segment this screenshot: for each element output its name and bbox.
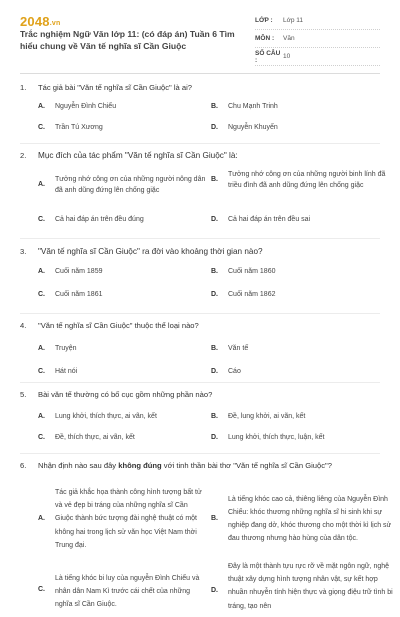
option-letter: B. <box>211 268 218 275</box>
question-text-part: Nhận định nào sau đây <box>38 461 119 470</box>
option-a[interactable] <box>38 102 116 113</box>
option-letter: A. <box>38 514 45 522</box>
option-text: Chu Mạnh Trinh <box>228 103 278 110</box>
option-text: Cuối năm 1861 <box>55 291 103 298</box>
option-letter: C. <box>38 368 45 375</box>
option-text: Đây là một thành tựu rực rỡ về mặt ngôn ngữ, nghệ thuật xây dựng hình tượng nhân vật, sự kết hợp nhuần nhuyễn tính hiện thực và giọng điệu trữ tình bi tráng, tạo nên <box>228 563 393 610</box>
question-number: 4. <box>20 321 27 330</box>
option-text: Cáo <box>228 368 241 375</box>
option-text: Truyện <box>55 345 77 352</box>
meta-row-subject <box>255 30 380 48</box>
option-a[interactable] <box>38 175 208 196</box>
option-b[interactable] <box>211 102 278 113</box>
question-divider <box>20 313 380 314</box>
option-text: Nguyễn Đình Chiểu <box>55 103 117 110</box>
option-c[interactable] <box>38 290 102 301</box>
question-divider <box>20 453 380 454</box>
option-a[interactable] <box>38 412 157 423</box>
question-text: Bài văn tế thường có bố cục gồm những phần nào? <box>38 390 213 399</box>
header-divider <box>20 73 380 74</box>
option-d[interactable] <box>211 367 241 378</box>
option-b[interactable] <box>211 170 398 191</box>
option-d[interactable] <box>211 290 275 301</box>
option-a[interactable] <box>38 344 77 355</box>
meta-row-count <box>255 48 380 66</box>
option-text: Đề, thích thực, ai vãn, kết <box>55 434 135 441</box>
option-d[interactable] <box>211 123 278 134</box>
option-text: Tưởng nhớ công ơn của những người binh lính đã triều đình đã anh dũng đứng lên chống giặc <box>228 171 386 189</box>
option-letter: C. <box>38 434 45 441</box>
option-letter: B. <box>211 103 218 110</box>
option-text: Trần Tú Xương <box>55 124 103 131</box>
option-letter: D. <box>211 587 218 594</box>
question-number: 3. <box>20 247 27 256</box>
option-c[interactable] <box>38 572 206 612</box>
option-text: Cuối năm 1859 <box>55 268 103 275</box>
question-number: 2. <box>20 151 27 160</box>
page-title: Trắc nghiệm Ngữ Văn lớp 11: (có đáp án) Tuần 6 Tìm hiểu chung về Văn tế nghĩa sĩ Cần Giuộc <box>20 29 235 51</box>
question-text: Tác giả bài "Văn tế nghĩa sĩ Cần Giuộc" là ai? <box>38 83 192 92</box>
option-b[interactable] <box>211 412 305 423</box>
page-header <box>0 0 400 74</box>
option-letter: B. <box>211 345 218 352</box>
question-number: 1. <box>20 83 27 92</box>
meta-row-class <box>255 12 380 30</box>
meta-value: 10 <box>283 53 291 60</box>
option-a[interactable] <box>38 267 102 278</box>
question-text: "Văn tế nghĩa sĩ Cần Giuộc" thuộc thể loại nào? <box>38 321 199 330</box>
option-a[interactable] <box>38 480 206 558</box>
question-4 <box>20 320 380 381</box>
option-letter: C. <box>38 216 45 223</box>
option-letter: C. <box>38 291 45 298</box>
option-letter: A. <box>38 181 45 189</box>
option-letter: A. <box>38 268 45 275</box>
option-letter: B. <box>211 413 218 420</box>
question-number: 5. <box>20 390 27 399</box>
option-b[interactable] <box>211 344 248 355</box>
question-text <box>38 460 380 471</box>
option-letter: D. <box>211 434 218 441</box>
logo-text: 2048 <box>20 14 50 29</box>
option-c[interactable] <box>38 367 77 378</box>
option-letter: A. <box>38 345 45 352</box>
question-number: 6. <box>20 461 27 470</box>
meta-label: LỚP : <box>255 17 273 24</box>
option-letter: A. <box>38 103 45 110</box>
question-text: "Văn tế nghĩa sĩ Cần Giuộc" ra đời vào khoảng thời gian nào? <box>38 247 263 256</box>
option-text: Tưởng nhớ công ơn của những người nông dân đã anh dũng đứng lên chống giặc <box>55 176 206 194</box>
option-text: Tác giả khắc họa thành công hình tượng bất tử và vẻ đẹp bi tráng của những nghĩa sĩ Cần Giuộc thành bức tượng đài nghệ thuật có một không hai trong lịch sử văn học Việt Nam thời Trung đại. <box>55 488 202 549</box>
option-text: Cả hai đáp án trên đều sai <box>228 216 311 223</box>
option-letter: D. <box>211 368 218 375</box>
option-b[interactable] <box>211 267 275 278</box>
option-letter: D. <box>211 124 218 131</box>
option-letter: C. <box>38 586 45 593</box>
option-letter: D. <box>211 291 218 298</box>
question-3 <box>20 246 380 307</box>
question-2 <box>20 150 386 247</box>
question-5 <box>20 389 380 450</box>
meta-label: SỐ CÂU : <box>255 49 281 64</box>
option-text: Văn tế <box>228 345 249 352</box>
site-logo[interactable] <box>20 14 60 29</box>
option-text: Đề, lung khởi, ai vãn, kết <box>228 413 306 420</box>
option-d[interactable] <box>211 215 310 226</box>
question-text: Mục đích của tác phẩm "Văn tế nghĩa sĩ Cần Giuộc" là: <box>38 151 238 160</box>
option-letter: A. <box>38 413 45 420</box>
option-c[interactable] <box>38 215 144 226</box>
option-text: Hát nói <box>55 368 78 375</box>
question-divider <box>20 382 380 383</box>
option-text: Nguyễn Khuyến <box>228 124 278 131</box>
question-text-part: với tinh thần bài thơ "Văn tế nghĩa sĩ Cần Giuộc"? <box>161 461 332 470</box>
option-letter: C. <box>38 124 45 131</box>
option-text: Cuối năm 1862 <box>228 291 276 298</box>
option-text: Cả hai đáp án trên đều đúng <box>55 216 144 223</box>
option-text: Cuối năm 1860 <box>228 268 276 275</box>
option-d[interactable] <box>211 560 398 613</box>
option-letter: D. <box>211 216 218 223</box>
question-divider <box>20 238 380 239</box>
quiz-meta <box>255 12 380 66</box>
question-divider <box>20 143 380 144</box>
option-text: Là tiếng khóc bi luy của nguyễn Đình Chiểu và nhân dân Nam Kì trước cái chết của những nghĩa sĩ Cần Giuộc. <box>55 575 200 609</box>
option-text: Là tiếng khóc cao cả, thiêng liêng của Nguyễn Đình Chiểu: khóc thương những nghĩa sĩ hi sinh khi sự nghiệp đang dở, khóc thương cho một thời kì lịch sử đau thương nhưng hào hùng của dân tộc. <box>228 495 392 543</box>
option-text: Lung khởi, thích thực, ai vãn, kết <box>55 413 157 420</box>
option-b[interactable] <box>211 480 398 558</box>
question-6 <box>20 460 393 617</box>
question-1 <box>20 82 380 139</box>
question-text-emphasis: không đúng <box>118 461 162 470</box>
option-letter: B. <box>211 514 218 522</box>
option-text: Lung khởi, thích thực, luận, kết <box>228 434 325 441</box>
option-c[interactable] <box>38 123 103 134</box>
option-letter: B. <box>211 176 218 184</box>
meta-value: Lớp 11 <box>283 17 304 24</box>
option-c[interactable] <box>38 433 135 444</box>
meta-label: MÔN : <box>255 35 275 42</box>
logo-suffix: .vn <box>49 20 61 27</box>
option-d[interactable] <box>211 433 324 444</box>
meta-value: Văn <box>283 35 295 42</box>
